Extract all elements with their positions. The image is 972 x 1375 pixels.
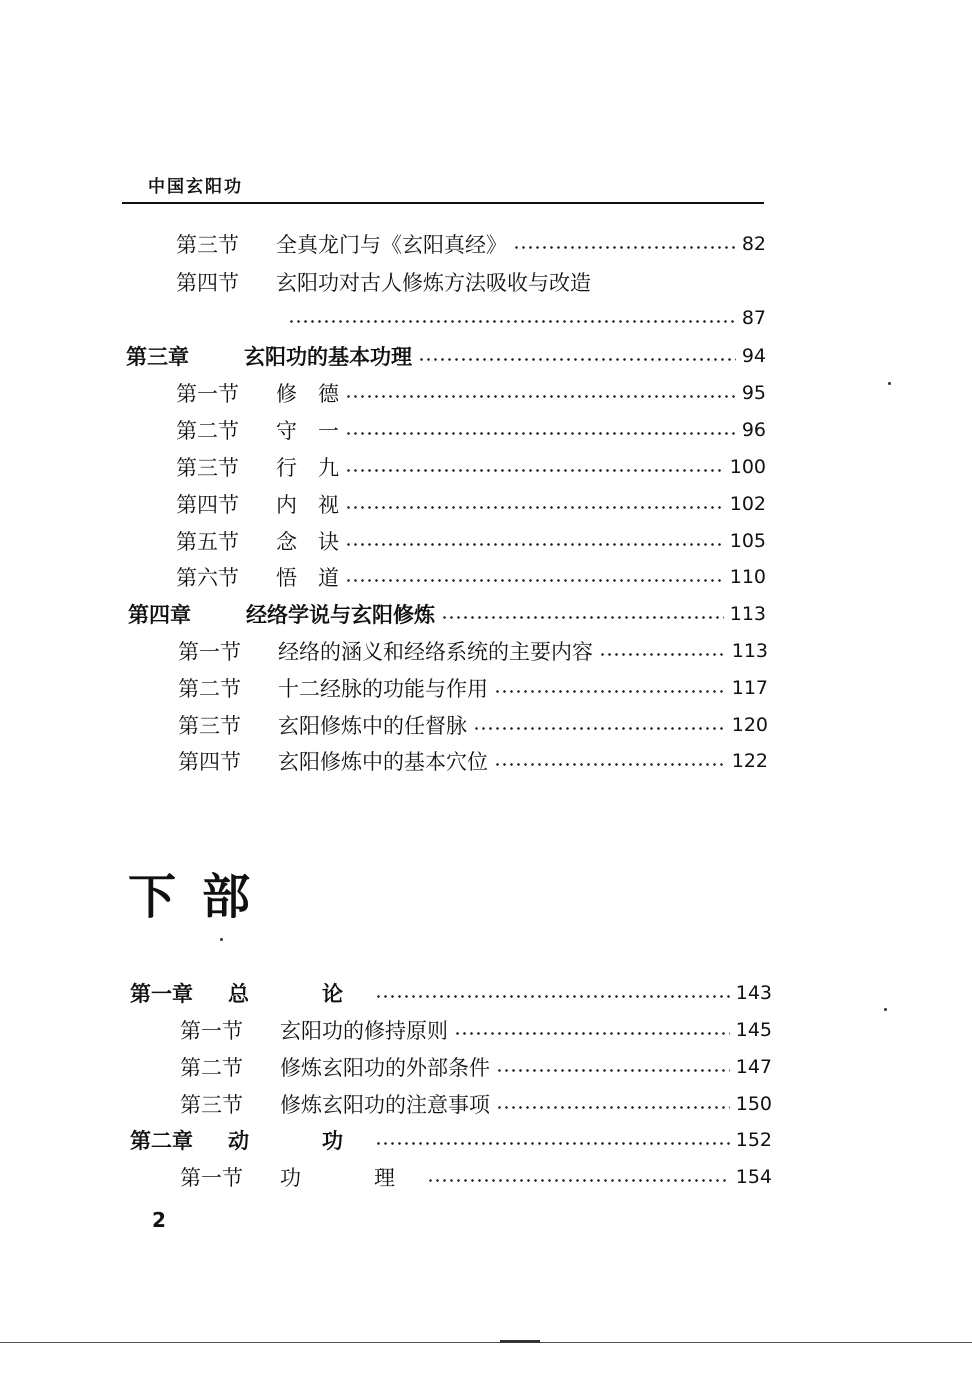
toc-entry[interactable]	[176, 526, 766, 556]
toc-entry[interactable]	[176, 267, 766, 297]
toc-entry[interactable]	[180, 1162, 772, 1192]
chapter-number: 第二章	[130, 1128, 193, 1153]
leader-dots	[599, 653, 726, 656]
page-ref: 150	[735, 1093, 772, 1115]
scan-speck	[220, 938, 223, 941]
page-ref: 105	[729, 530, 766, 552]
leader-dots	[345, 432, 736, 435]
section-title: 修炼玄阳功的注意事项	[280, 1093, 490, 1117]
page-ref: 87	[741, 307, 766, 329]
section-number: 第二节	[180, 1056, 243, 1080]
section-number: 第四节	[176, 271, 239, 295]
leader-dots	[454, 1032, 730, 1035]
leader-dots	[345, 469, 724, 472]
section-number: 第一节	[180, 1166, 243, 1190]
section-title: 修炼玄阳功的外部条件	[280, 1056, 490, 1080]
running-header: 中国玄阳功	[148, 177, 243, 197]
page-ref: 147	[735, 1056, 772, 1078]
section-number: 第三节	[176, 233, 239, 257]
section-title: 内 视	[276, 493, 339, 517]
leader-dots	[375, 1142, 730, 1145]
page-ref: 113	[729, 603, 766, 625]
section-title: 念 诀	[276, 530, 339, 554]
page-ref: 117	[731, 677, 768, 699]
section-number: 第五节	[176, 530, 239, 554]
leader-dots	[473, 727, 726, 730]
leader-dots	[496, 1069, 730, 1072]
section-number: 第一节	[176, 382, 239, 406]
toc-entry[interactable]	[178, 636, 768, 666]
section-title: 悟 道	[276, 566, 339, 590]
chapter-title: 经络学说与玄阳修炼	[246, 602, 435, 627]
leader-dots	[375, 995, 730, 998]
section-number: 第一节	[178, 640, 241, 664]
section-title: 修 德	[276, 382, 339, 406]
toc-entry[interactable]	[180, 1015, 772, 1045]
toc-entry-continuation[interactable]	[288, 303, 766, 333]
section-number: 第三节	[176, 456, 239, 480]
section-title: 玄阳修炼中的任督脉	[278, 714, 467, 738]
toc-entry[interactable]	[176, 489, 766, 519]
section-title: 十二经脉的功能与作用	[278, 677, 488, 701]
leader-dots	[288, 320, 736, 323]
section-number: 第四节	[176, 493, 239, 517]
toc-entry[interactable]	[178, 710, 768, 740]
page-ref: 120	[731, 714, 768, 736]
page-ref: 154	[735, 1166, 772, 1188]
toc-entry[interactable]	[176, 562, 766, 592]
section-title: 功 理	[280, 1166, 421, 1190]
scan-speck	[888, 382, 891, 385]
toc-entry[interactable]	[178, 673, 768, 703]
toc-entry[interactable]	[176, 415, 766, 445]
page-ref: 145	[735, 1019, 772, 1041]
section-title: 行 九	[276, 456, 339, 480]
page-number: 2	[152, 1208, 166, 1232]
section-title: 守 一	[276, 419, 339, 443]
leader-dots	[418, 358, 736, 361]
chapter-number: 第四章	[128, 602, 191, 627]
toc-entry[interactable]	[180, 1089, 772, 1119]
chapter-number: 第一章	[130, 981, 193, 1006]
toc-chapter[interactable]	[126, 341, 766, 371]
toc-entry[interactable]	[176, 378, 766, 408]
section-number: 第六节	[176, 566, 239, 590]
section-number: 第一节	[180, 1019, 243, 1043]
page-ref: 143	[735, 982, 772, 1004]
section-title: 玄阳修炼中的基本穴位	[278, 750, 488, 774]
toc-chapter[interactable]	[128, 599, 766, 629]
scan-speck	[884, 1008, 887, 1011]
leader-dots	[494, 763, 726, 766]
page-ref: 96	[741, 419, 766, 441]
section-number: 第二节	[178, 677, 241, 701]
section-title: 玄阳功的修持原则	[280, 1019, 448, 1043]
section-number: 第四节	[178, 750, 241, 774]
part-title: 下部	[128, 869, 277, 925]
page-ref: 102	[729, 493, 766, 515]
chapter-number: 第三章	[126, 344, 189, 369]
leader-dots	[496, 1106, 730, 1109]
leader-dots	[513, 246, 736, 249]
chapter-title: 总 论	[228, 981, 369, 1006]
toc-chapter[interactable]	[130, 1125, 772, 1155]
chapter-title: 动 功	[228, 1128, 369, 1153]
section-number: 第三节	[180, 1093, 243, 1117]
leader-dots	[427, 1179, 730, 1182]
leader-dots	[494, 690, 726, 693]
leader-dots	[345, 395, 736, 398]
page-ref: 82	[741, 233, 766, 255]
page-ref: 95	[741, 382, 766, 404]
page-ref: 100	[729, 456, 766, 478]
leader-dots	[345, 506, 724, 509]
leader-dots	[345, 543, 724, 546]
section-number: 第三节	[178, 714, 241, 738]
page-ref: 152	[735, 1129, 772, 1151]
chapter-title: 玄阳功的基本功理	[244, 344, 412, 369]
section-number: 第二节	[176, 419, 239, 443]
section-title: 玄阳功对古人修炼方法吸收与改造	[276, 271, 591, 295]
section-title: 全真龙门与《玄阳真经》	[276, 233, 507, 257]
scan-edge-line	[0, 1342, 972, 1343]
leader-dots	[441, 616, 724, 619]
toc-entry[interactable]	[176, 229, 766, 259]
page-ref: 110	[729, 566, 766, 588]
toc-entry[interactable]	[178, 746, 768, 776]
header-rule	[122, 202, 764, 204]
page-ref: 94	[741, 345, 766, 367]
page-ref: 113	[731, 640, 768, 662]
page-ref: 122	[731, 750, 768, 772]
section-title: 经络的涵义和经络系统的主要内容	[278, 640, 593, 664]
leader-dots	[345, 579, 724, 582]
scan-speck	[500, 1340, 540, 1343]
toc-chapter[interactable]	[130, 978, 772, 1008]
toc-entry[interactable]	[176, 452, 766, 482]
toc-entry[interactable]	[180, 1052, 772, 1082]
